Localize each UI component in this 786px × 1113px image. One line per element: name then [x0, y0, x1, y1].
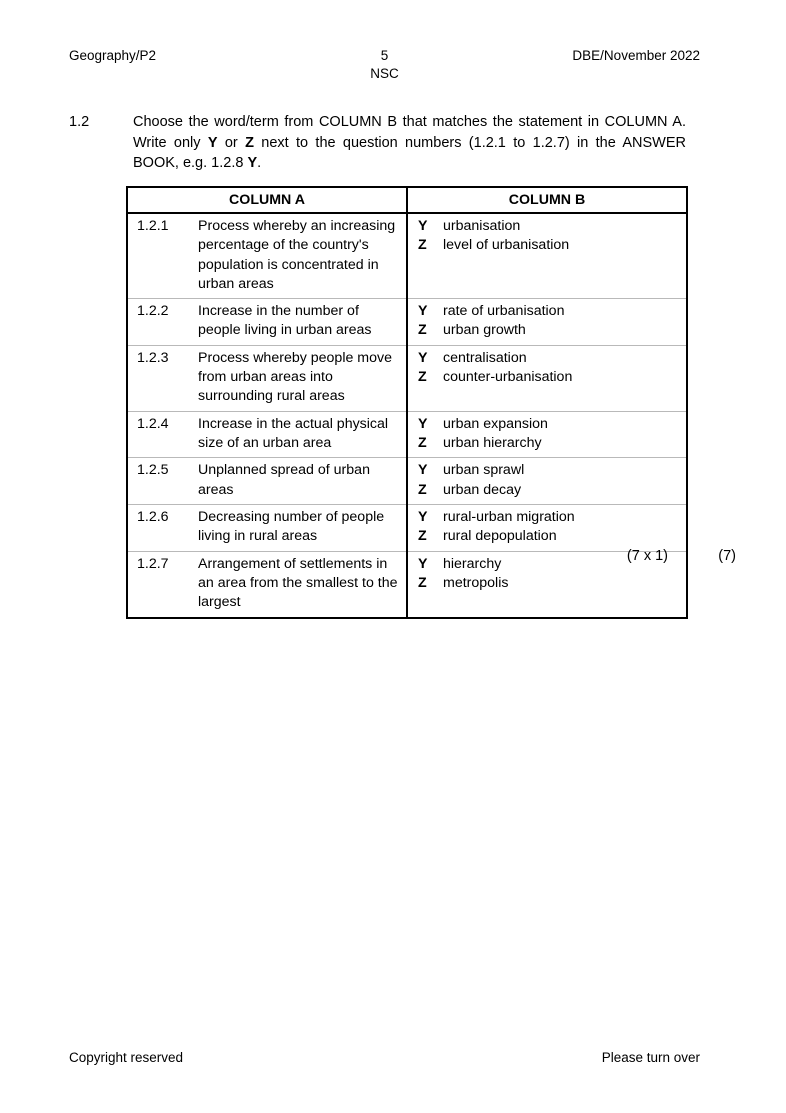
question-number: 1.2: [69, 114, 90, 130]
table-row: [127, 504, 687, 551]
column-a-cell: [127, 458, 407, 505]
table-row: [127, 213, 687, 299]
table-header-row: [127, 187, 687, 213]
option-z-key: Z: [418, 237, 427, 254]
column-a-header: COLUMN A: [127, 187, 407, 213]
option-y-value: centralisation: [443, 349, 527, 366]
marks-total: (7): [718, 548, 736, 564]
marks-line: [69, 546, 736, 566]
option-y-key: Y: [418, 415, 428, 432]
option-z-value: urban growth: [443, 322, 526, 339]
instruction-end: .: [257, 155, 262, 171]
option-z-key: Z: [418, 481, 427, 498]
item-number: 1.2.3: [137, 349, 169, 366]
column-b-cell: [407, 504, 687, 551]
option-y: [408, 217, 680, 236]
option-y-key: Y: [418, 218, 428, 234]
question-instruction: [133, 112, 686, 174]
column-a-cell: [127, 504, 407, 551]
option-y: [408, 415, 680, 434]
option-z: [408, 368, 680, 387]
instruction-bold-z: Z: [245, 134, 254, 151]
column-a-cell: [127, 411, 407, 458]
item-statement: Increase in the actual physical size of an urban area: [198, 415, 389, 452]
option-z-value: urban decay: [443, 481, 522, 498]
instruction-text-part1: Choose the word/term from COLUMN B that matches the statement in COLUMN A. Write only: [133, 114, 686, 151]
instruction-bold-y2: Y: [247, 155, 258, 171]
option-z-value: urban hierarchy: [443, 435, 542, 452]
page-number: 5: [380, 48, 389, 63]
item-statement: Process whereby people move from urban areas into surrounding rural areas: [198, 349, 392, 405]
page-footer: [69, 1049, 700, 1067]
marks-calculation: (7 x 1): [626, 548, 668, 564]
option-z: [408, 434, 680, 453]
option-z-value: counter-urbanisation: [443, 369, 573, 386]
option-z: [408, 527, 680, 546]
option-y-key: Y: [418, 349, 428, 366]
turn-over-notice: Please turn over: [601, 1050, 700, 1065]
nsc-label: NSC: [370, 66, 399, 81]
item-number: 1.2.7: [137, 555, 169, 572]
column-b-cell: [407, 345, 687, 411]
column-b-cell: [407, 213, 687, 299]
option-z: [408, 481, 680, 500]
question-block: [69, 112, 686, 174]
page-running-head: [69, 47, 700, 81]
table-row: [127, 458, 687, 505]
option-z: [408, 236, 680, 255]
option-y-value: urban expansion: [443, 415, 548, 432]
option-z: [408, 321, 680, 340]
option-y-key: Y: [418, 555, 428, 572]
option-z: [408, 574, 680, 593]
option-y-value: urbanisation: [443, 218, 521, 234]
instruction-or: or: [217, 134, 246, 151]
instruction-text-part2: next to the question numbers (1.2.1 to 1.2.7) in the ANSWER BOOK, e.g. 1.2.8: [133, 134, 686, 171]
item-number: 1.2.1: [137, 218, 169, 234]
table-row: [127, 411, 687, 458]
item-number: 1.2.5: [137, 462, 169, 479]
option-y: [408, 461, 680, 480]
option-y-key: Y: [418, 462, 428, 479]
option-z-key: Z: [418, 435, 427, 452]
option-z-key: Z: [418, 369, 427, 386]
column-b-cell: [407, 458, 687, 505]
item-statement: Unplanned spread of urban areas: [198, 462, 370, 498]
column-a-cell: [127, 345, 407, 411]
item-statement: Increase in the number of people living in urban areas: [198, 303, 372, 339]
option-y: [408, 302, 680, 321]
instruction-bold-y: Y: [207, 134, 218, 151]
option-y-value: urban sprawl: [443, 462, 525, 479]
option-z-key: Z: [418, 322, 427, 339]
item-number: 1.2.4: [137, 415, 169, 432]
option-y-key: Y: [418, 303, 428, 320]
column-b-header: COLUMN B: [407, 187, 687, 213]
item-statement: Arrangement of settlements in an area from the smallest to the largest: [198, 555, 398, 611]
option-y-value: hierarchy: [443, 555, 502, 572]
option-y-value: rural-urban migration: [443, 508, 575, 525]
option-z-key: Z: [418, 528, 427, 545]
column-a-cell: [127, 299, 407, 346]
option-z-value: level of urbanisation: [443, 237, 570, 254]
table-row: [127, 345, 687, 411]
exam-session-label: DBE/November 2022: [572, 48, 700, 63]
subject-label: Geography/P2: [69, 48, 157, 63]
option-y: [408, 508, 680, 527]
item-number: 1.2.6: [137, 508, 169, 525]
option-z-key: Z: [418, 574, 427, 591]
item-statement: Process whereby an increasing percentage of the country's population is concentrated in urban areas: [198, 218, 396, 292]
table-row: [127, 299, 687, 346]
column-b-cell: [407, 411, 687, 458]
column-b-cell: [407, 299, 687, 346]
option-y-value: rate of urbanisation: [443, 303, 565, 320]
column-a-cell: [127, 213, 407, 299]
copyright-notice: Copyright reserved: [69, 1050, 184, 1065]
option-z-value: rural depopulation: [443, 528, 557, 545]
option-z-value: metropolis: [443, 574, 509, 591]
option-y: [408, 349, 680, 368]
item-statement: Decreasing number of people living in rural areas: [198, 508, 385, 545]
item-number: 1.2.2: [137, 303, 169, 320]
option-y-key: Y: [418, 508, 428, 525]
